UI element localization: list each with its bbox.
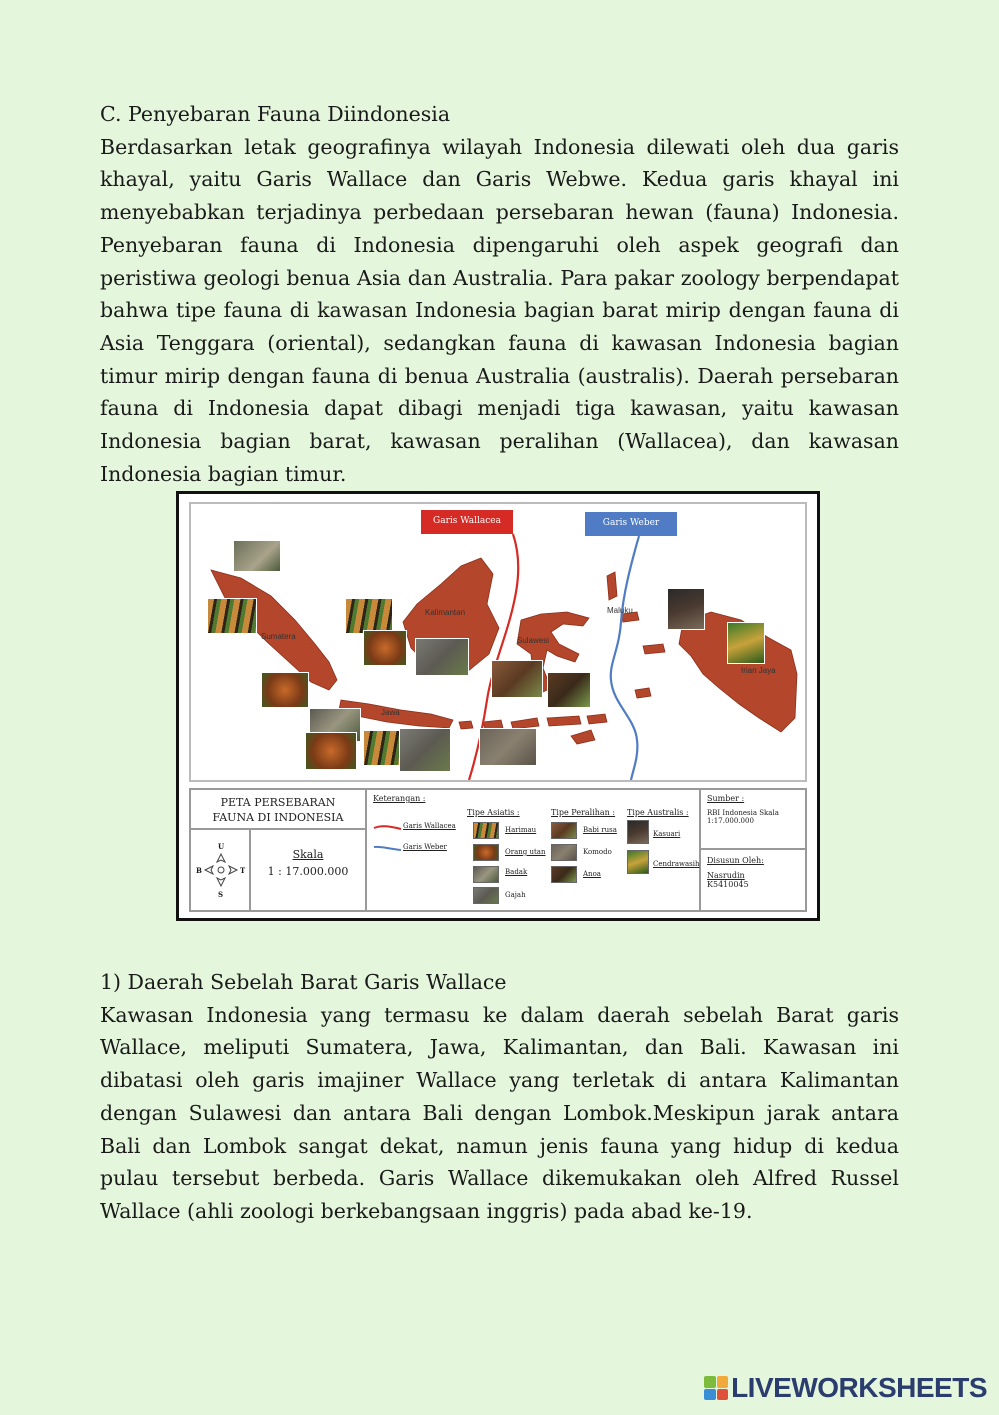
region-label-sumatera: Sumatera <box>261 632 296 641</box>
keterangan-heading: Keterangan : <box>373 794 426 803</box>
animal-photo-orangutan <box>305 732 357 770</box>
peralihan-item: Babi rusa <box>583 826 617 834</box>
peralihan-item: Anoa <box>583 870 601 878</box>
animal-photo-anoa <box>547 672 591 708</box>
compass-east-label: T <box>240 866 246 875</box>
tipe-asiatis-heading: Tipe Asiatis : <box>467 808 520 817</box>
animal-photo-bird-of-paradise <box>727 622 765 664</box>
liveworksheets-wordmark: LIVEWORKSHEETS <box>731 1372 987 1403</box>
region-label-maluku: Maluku <box>607 606 633 615</box>
sumber-value-line2: 1:17.000.000 <box>707 817 754 825</box>
legend-title <box>191 790 367 830</box>
region-label-irian-jaya: Irian Jaya <box>741 666 776 675</box>
liveworksheets-logo-icon <box>704 1376 728 1400</box>
sumber-value-line1: RBI Indonesia Skala <box>707 809 779 817</box>
legend-weber-label: Garis Weber <box>403 843 447 851</box>
section-paragraph: Berdasarkan letak geografinya wilayah Indonesia dilewati oleh dua garis khayal, yaitu Garis Wallace dan Garis Webwe. Kedua garis khayal ini menyebabkan terjadinya perbedaan persebaran hewan (fauna) Indonesia. Penyebaran fauna di Indonesia dipengaruhi oleh aspek geografi dan peristiwa geologi benua Asia dan Australia. Para pakar zoology berpendapat bahwa tipe fauna di kawasan Indonesia bagian barat mirip dengan fauna di Asia Tenggara (oriental), sedangkan fauna di kawasan Indonesia bagian timur mirip dengan fauna di benua Australia (australis). Daerah persebaran fauna di Indonesia dapat dibagi menjadi tiga kawasan, yaitu kawasan Indonesia bagian barat, kawasan peralihan (Wallacea), dan kawasan Indonesia bagian timur. <box>100 134 899 486</box>
swatch-cendrawasih <box>627 850 649 874</box>
swatch-gajah <box>473 887 499 904</box>
animal-photo-babirusa <box>491 660 543 698</box>
animal-photo-tiger <box>207 598 257 634</box>
animal-photo-elephant <box>415 638 469 676</box>
section-paragraph: Kawasan Indonesia yang termasu ke dalam daerah sebelah Barat garis Wallace, meliputi Sumatera, Jawa, Kalimantan, dan Bali. Kawasan ini dibatasi oleh garis imajiner Wallace yang terletak di antara Kalimantan dengan Sulawesi dan antara Bali dengan Lombok.Meskipun jarak antara Bali dan Lombok sangat dekat, namun jenis fauna yang hidup di kedua pulau tersebut berbeda. Garis Wallace dikemukakan oleh Alfred Russel Wallace (ahli zoologi berkebangsaan inggris) pada abad ke-19. <box>100 1002 899 1223</box>
section-fauna-distribution <box>100 98 899 490</box>
legend-keterangan <box>367 790 701 910</box>
scale-value: 1 : 17.000.000 <box>267 865 349 878</box>
section-heading: 1) Daerah Sebelah Barat Garis Wallace <box>100 970 507 994</box>
swatch-badak <box>473 866 499 883</box>
section-west-of-wallace <box>100 966 899 1228</box>
wallacea-line-label: Garis Wallacea <box>421 510 513 534</box>
legend-wallacea-label: Garis Wallacea <box>403 822 456 830</box>
weber-line-label: Garis Weber <box>585 512 677 536</box>
author-name: Nasrudin <box>707 871 745 880</box>
swatch-anoa <box>551 866 577 883</box>
compass-north-label: U <box>218 842 225 851</box>
swatch-harimau <box>473 822 499 839</box>
animal-photo-orangutan <box>261 672 309 708</box>
compass-west-label: B <box>196 866 202 875</box>
wallacea-line-swatch <box>373 823 403 831</box>
swatch-orang-utan <box>473 844 499 861</box>
swatch-babi-rusa <box>551 822 577 839</box>
animal-photo-elephant <box>399 728 451 772</box>
peralihan-item: Komodo <box>583 848 612 856</box>
animal-photo-orangutan <box>363 630 407 666</box>
asiatis-item: Orang utan <box>505 848 546 856</box>
compass-south-label: S <box>218 890 224 899</box>
australis-item: Cendrawasih <box>653 860 700 868</box>
asiatis-item: Gajah <box>505 891 526 899</box>
author-id: K5410045 <box>707 880 749 889</box>
region-label-jawa: Jawa <box>381 708 400 717</box>
map-legend <box>189 788 807 912</box>
swatch-komodo <box>551 844 577 861</box>
legend-title-line2: FAUNA DI INDONESIA <box>212 811 344 824</box>
sumber-heading: Sumber : <box>707 794 745 803</box>
indonesia-map <box>189 502 807 782</box>
legend-title-line1: PETA PERSEBARAN <box>220 796 336 809</box>
asiatis-item: Badak <box>505 868 528 876</box>
tipe-peralihan-heading: Tipe Peralihan : <box>551 808 616 817</box>
weber-line-swatch <box>373 844 403 852</box>
legend-source <box>701 790 805 850</box>
region-label-kalimantan: Kalimantan <box>425 608 466 617</box>
legend-author <box>701 850 805 910</box>
australis-item: Kasuari <box>653 830 681 838</box>
fauna-distribution-map-figure <box>176 491 820 921</box>
map-scale <box>251 830 367 910</box>
animal-photo-komodo <box>479 728 537 766</box>
asiatis-item: Harimau <box>505 826 537 834</box>
scale-label: Skala <box>292 848 324 861</box>
tipe-australis-heading: Tipe Australis : <box>627 808 689 817</box>
region-label-sulawesi: Sulawesi <box>517 636 550 645</box>
swatch-kasuari <box>627 820 649 844</box>
animal-photo-tiger <box>345 598 393 634</box>
disusun-heading: Disusun Oleh: <box>707 856 764 865</box>
animal-photo-rhino <box>233 540 281 572</box>
compass <box>191 830 251 910</box>
section-heading: C. Penyebaran Fauna Diindonesia <box>100 102 451 126</box>
animal-photo-cassowary <box>667 588 705 630</box>
liveworksheets-logo <box>704 1373 987 1403</box>
